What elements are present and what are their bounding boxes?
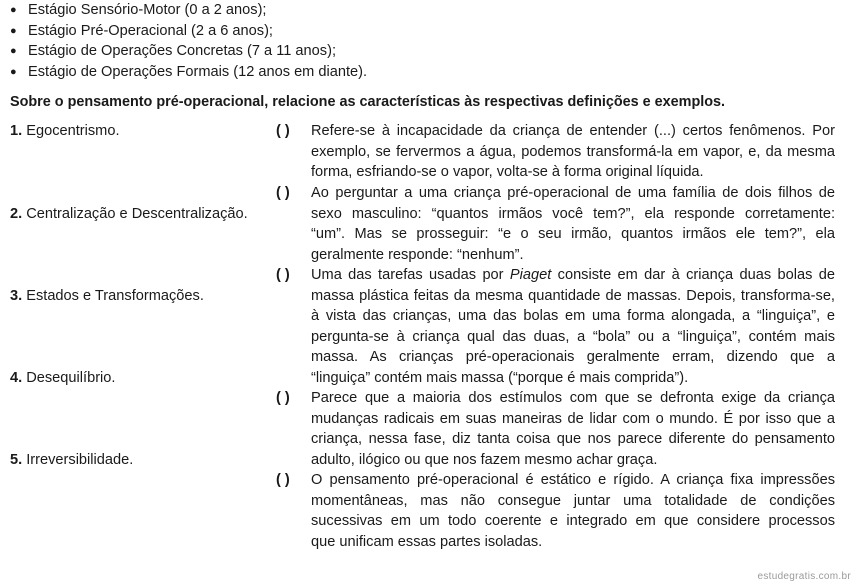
definition-item: Ao perguntar a uma criança pré-operacional de uma família de dois filhos de sexo masculino: “quantos irmãos você tem?”, ela responde corretamente: “um”. Mas se prosseguir: “e o seu irmão, quantos irmãos ele tem?”, ela geralmente responde: “nenhum”. bbox=[311, 185, 835, 263]
stages-list bbox=[10, 0, 367, 82]
term-item: 5. Irreversibilidade. bbox=[10, 452, 134, 468]
answer-blank[interactable]: ( ) bbox=[276, 185, 290, 201]
answer-blank[interactable]: ( ) bbox=[276, 472, 290, 488]
term-item: 2. Centralização e Descentralização. bbox=[10, 206, 248, 222]
bullet-icon: ● bbox=[10, 24, 17, 37]
question-prompt: Sobre o pensamento pré-operacional, relacione as características às respectivas definições e exemplos. bbox=[10, 94, 726, 110]
watermark: estudegratis.com.br bbox=[757, 571, 851, 582]
definition-item: Parece que a maioria dos estímulos com que se defronta exige da criança mudanças radicais em suas maneiras de lidar com o mundo. É por isso que a criança, nessa fase, diz tanta coisa que nos parece diferente do pensamento adulto, ilógico ou que nos fazem mesmo achar graça. bbox=[311, 390, 835, 468]
stage-item: ● Estágio Sensório-Motor (0 a 2 anos); bbox=[10, 0, 367, 21]
stage-item: ● Estágio Pré-Operacional (2 a 6 anos); bbox=[10, 21, 367, 42]
definition-item: O pensamento pré-operacional é estático e rígido. A criança fixa impressões momentâneas, mas não consegue juntar uma totalidade de condições sucessivas em um todo coerente e integrado em que considere processos que unificam essas partes isoladas. bbox=[311, 472, 835, 550]
term-item: 3. Estados e Transformações. bbox=[10, 288, 204, 304]
term-item: 4. Desequilíbrio. bbox=[10, 370, 116, 386]
definition-item: Refere-se à incapacidade da criança de entender (...) certos fenômenos. Por exemplo, se fervermos a água, podemos transformá-la em vapor, e, da mesma forma, esfriando-se o vapor, volta-se à forma original líquida. bbox=[311, 123, 835, 180]
term-item: 1. Egocentrismo. bbox=[10, 123, 120, 139]
definition-item: Uma das tarefas usadas por Piaget consiste em dar à criança duas bolas de massa plástica feitas da mesma quantidade de massas. Depois, transforma-se, à vista das crianças, uma das bolas em uma forma alongada, a “linguiça”, e pergunta-se à criança qual das duas, a “bola” ou a “linguiça”, contém mais massa. As crianças pré-operacionais geralmente erram, dizendo que a “linguiça” contém mais massa (“porque é mais comprida”). bbox=[311, 267, 835, 386]
bullet-icon: ● bbox=[10, 45, 17, 57]
answer-blank[interactable]: ( ) bbox=[276, 267, 290, 283]
answer-blank[interactable]: ( ) bbox=[276, 123, 290, 139]
stage-item: ● Estágio de Operações Formais (12 anos em diante). bbox=[10, 62, 367, 83]
answer-blank[interactable]: ( ) bbox=[276, 390, 290, 406]
bullet-icon: ● bbox=[10, 4, 17, 16]
author-name: Piaget bbox=[509, 267, 552, 283]
bullet-icon: ● bbox=[10, 65, 17, 78]
stage-item: ● Estágio de Operações Concretas (7 a 11 anos); bbox=[10, 41, 367, 62]
